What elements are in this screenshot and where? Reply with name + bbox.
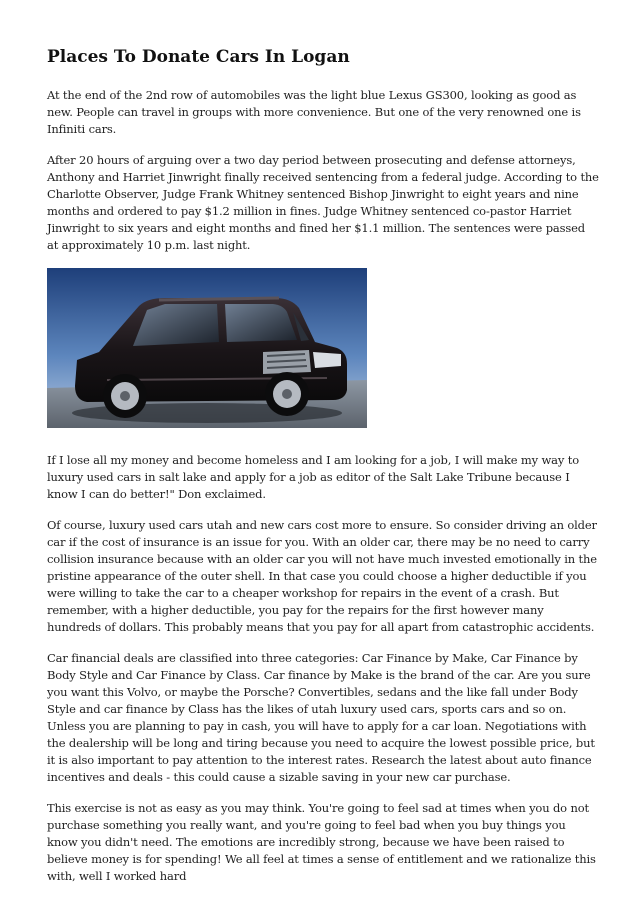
paragraph: If I lose all my money and become homeless and I am looking for a job, I will make my way to luxury used cars in salt lake and apply for a job as editor of the Salt Lake Tribune because I know I can do better!" Don exclaimed. bbox=[47, 453, 579, 501]
paragraph: After 20 hours of arguing over a two day period between prosecuting and defense attorneys, Anthony and Harriet Jinwright finally received sentencing from a federal judge. According to the Charlotte Observer, Judge Frank Whitney sentenced Bishop Jinwright to eight years and nine months and ordered to pay $1.2 million in fines. Judge Whitney sentenced co-pastor Harriet Jinwright to six years and eight months and fined her $1.1 million. The sentences were passed at approximately 10 p.m. last night. bbox=[47, 153, 599, 252]
paragraph: Of course, luxury used cars utah and new cars cost more to ensure. So consider driving an older car if the cost of insurance is an issue for you. With an older car, there may be no need to carry collision insurance because with an older car you will not have much invested emotionally in the pristine appearance of the outer shell. In that case you could choose a higher deductible if you were willing to take the car to a cheaper workshop for repairs in the event of a crash. But remember, with a higher deductible, you pay for the repairs for the first however many hundreds of dollars. This probably means that you pay for all apart from catastrophic accidents. bbox=[47, 518, 597, 634]
page-title: Places To Donate Cars In Logan bbox=[47, 47, 350, 67]
suv-photo bbox=[47, 268, 367, 428]
paragraph: At the end of the 2nd row of automobiles was the light blue Lexus GS300, looking as good as new. People can travel in groups with more convenience. But one of the very renowned one is Infiniti cars. bbox=[47, 88, 581, 136]
document-page bbox=[47, 46, 599, 899]
paragraph: Car financial deals are classified into three categories: Car Finance by Make, Car Finance by Body Style and Car Finance by Class. Car finance by Make is the brand of the car. Are you sure you want this Volvo, or maybe the Porsche? Convertibles, sedans and the like fall under Body Style and car finance by Class has the likes of utah luxury used cars, sports cars and so on. Unless you are planning to pay in cash, you will have to apply for a car loan. Negotiations with the dealership will be long and tiring because you need to acquire the lowest possible price, but it is also important to pay attention to the interest rates. Research the latest about auto finance incentives and deals - this could cause a sizable saving in your new car purchase. bbox=[47, 651, 595, 784]
paragraph: This exercise is not as easy as you may think. You're going to feel sad at times when you do not purchase something you really want, and you're going to feel bad when you buy things you know you didn't need. The emotions are incredibly strong, because we have been raised to believe money is for spending! We all feel at times a sense of entitlement and we rationalize this with, well I worked hard bbox=[47, 801, 596, 883]
